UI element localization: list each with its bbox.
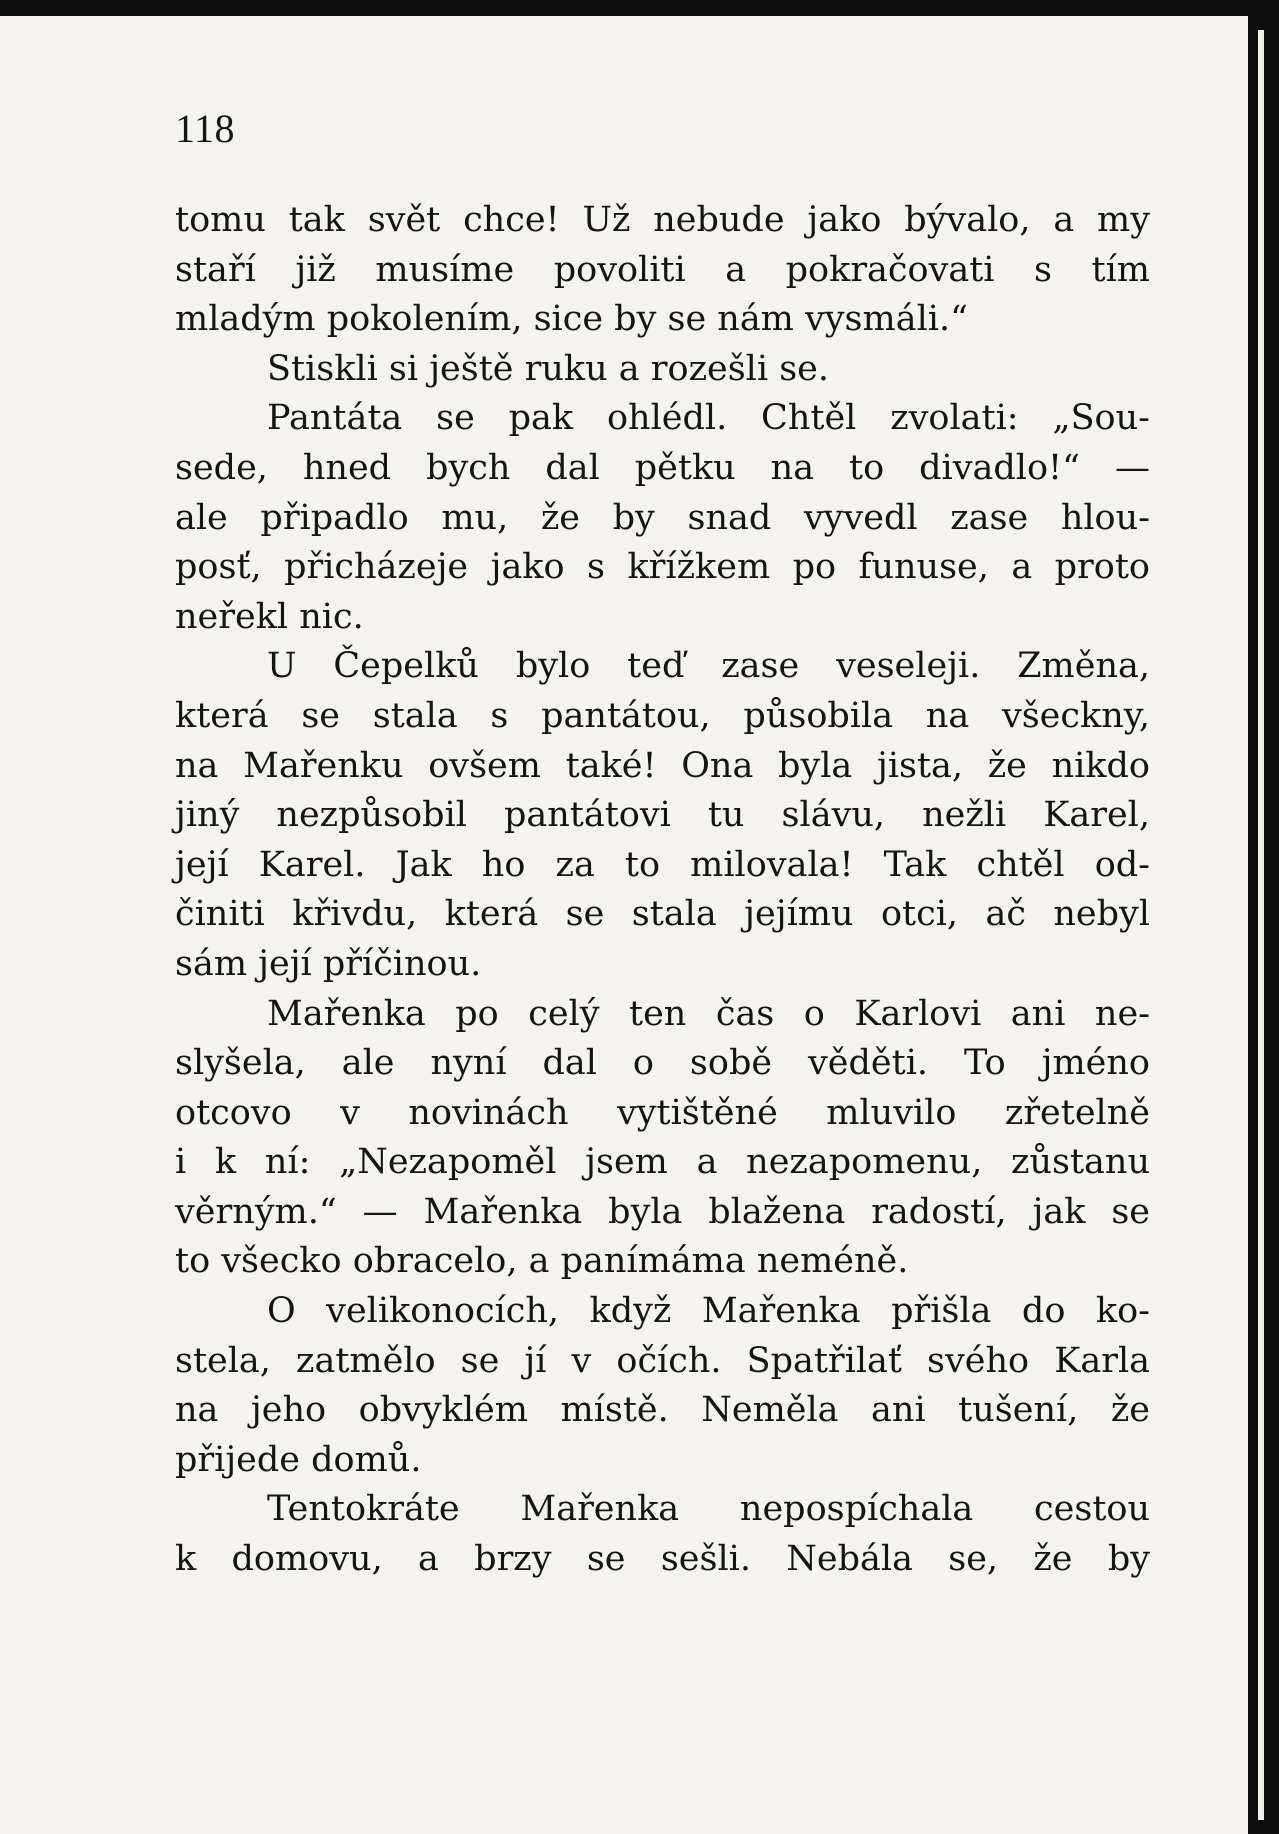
text-line: věrným.“ — Mařenka byla blažena radostí, jak se <box>175 1191 1150 1232</box>
text-line: U Čepelků bylo teď zase veseleji. Změna, <box>267 646 1150 687</box>
text-line: sede, hned bych dal pětku na to divadlo!“ — <box>175 447 1150 488</box>
scan-border-right <box>1248 0 1279 1834</box>
text-line: Stiskli si ještě ruku a rozešli se. <box>267 348 829 389</box>
text-line: to všecko obracelo, a panímáma neméně. <box>175 1241 909 1282</box>
page-number: 118 <box>175 106 236 151</box>
text-line: tomu tak svět chce! Už nebude jako bývalo, a my <box>175 200 1150 240</box>
text-line: Mařenka po celý ten čas o Karlovi ani ne- <box>267 993 1150 1034</box>
text-line: její Karel. Jak ho za to milovala! Tak chtěl od- <box>175 844 1150 885</box>
text-line: slyšela, ale nyní dal o sobě věděti. To jméno <box>175 1043 1150 1084</box>
text-line: ale připadlo mu, že by snad vyvedl zase hlou- <box>175 497 1150 538</box>
text-line: neřekl nic. <box>175 596 364 637</box>
scan-border-top <box>0 0 1248 16</box>
text-line: činiti křivdu, která se stala jejímu otci, ač nebyl <box>175 894 1150 935</box>
next-page-edge <box>1258 30 1264 1820</box>
text-line: Tentokráte Mařenka nepospíchala cestou <box>267 1489 1150 1530</box>
body-text <box>175 196 1150 1585</box>
text-line: Pantáta se pak ohlédl. Chtěl zvolati: „Sou- <box>267 398 1150 439</box>
text-line: která se stala s pantátou, působila na všeckny, <box>175 695 1150 736</box>
text-line: staří již musíme povoliti a pokračovati s tím <box>175 249 1150 290</box>
text-line: i k ní: „Nezapoměl jsem a nezapomenu, zůstanu <box>175 1142 1150 1183</box>
text-line: stela, zatmělo se jí v očích. Spatřilať svého Karla <box>175 1340 1150 1381</box>
text-line: na Mařenku ovšem také! Ona byla jista, že nikdo <box>175 745 1150 786</box>
text-line: jiný nezpůsobil pantátovi tu slávu, nežli Karel, <box>175 795 1150 836</box>
text-line: mladým pokolením, sice by se nám vysmáli.“ <box>175 299 968 340</box>
text-line: O velikonocích, když Mařenka přišla do ko- <box>267 1291 1150 1332</box>
text-line: otcovo v novinách vytištěné mluvilo zřetelně <box>175 1092 1150 1133</box>
text-line: k domovu, a brzy se sešli. Nebála se, že by <box>175 1539 1150 1580</box>
text-line: sám její příčinou. <box>175 943 482 984</box>
text-line: na jeho obvyklém místě. Neměla ani tušení, že <box>175 1390 1150 1431</box>
text-line: přijede domů. <box>175 1439 422 1480</box>
text-line: posť, přicházeje jako s křížkem po funuse, a proto <box>175 547 1150 588</box>
